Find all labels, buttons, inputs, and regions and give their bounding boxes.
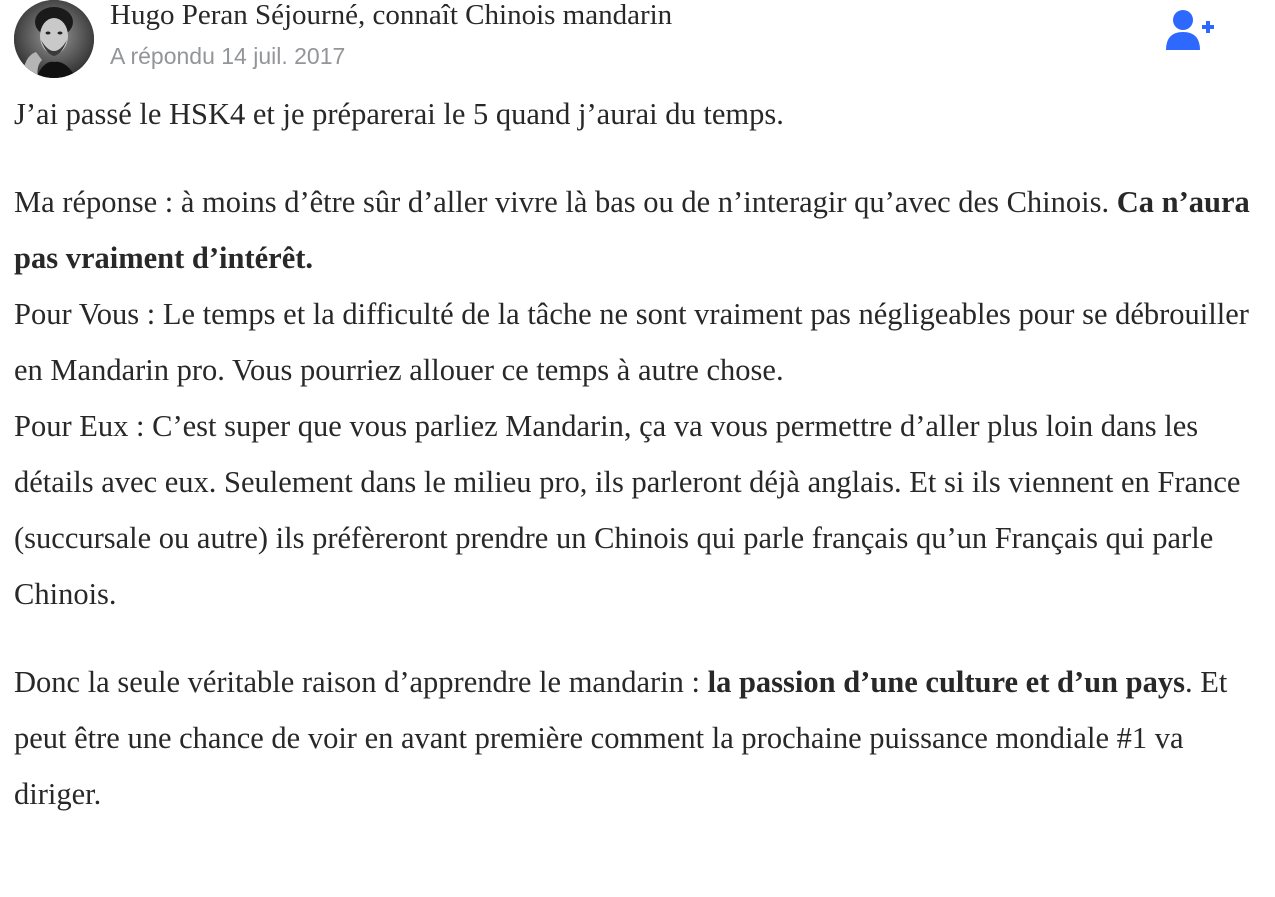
paragraph-pour-vous: Pour Vous : Le temps et la difficulté de la tâche ne sont vraiment pas négligeables pour se débrouiller en Mandarin pro. Vous pourriez allouer ce temps à autre chose. [14,297,1249,387]
paragraph-ma-reponse [14,174,1254,286]
author-credential[interactable]: Hugo Peran Séjourné, connaît Chinois mandarin [110,0,673,31]
user-plus-icon [1164,8,1218,54]
paragraph-conclusion [14,654,1254,822]
answer-body [14,86,1254,822]
ma-reponse-text: Ma réponse : à moins d’être sûr d’aller vivre là bas ou de n’interagir qu’avec des Chinois. [14,185,1117,219]
conclusion-bold: la passion d’une culture et d’un pays [707,665,1185,699]
answer-header [110,0,672,72]
conclusion-rest: . Et peut être une chance de voir en avant première comment la prochaine puissance mondiale #1 va diriger. [14,665,1228,811]
conclusion-text: Donc la seule véritable raison d’apprendre le mandarin : [14,665,708,699]
ma-reponse-bold: Ca n’aura pas vraiment d’intérêt. [14,185,1250,275]
paragraph-pour-eux: Pour Eux : C’est super que vous parliez Mandarin, ça va vous permettre d’aller plus loin dans les détails avec eux. Seulement dans le milieu pro, ils parleront déjà anglais. Et si ils viennent en France (succursale ou autre) ils préfèreront prendre un Chinois qui parle français qu’un Français qui parle Chinois. [14,409,1241,611]
paragraph-hsk: J’ai passé le HSK4 et je préparerai le 5 quand j’aurai du temps. [14,97,784,131]
follow-user-button[interactable] [1164,8,1218,54]
answer-date[interactable]: A répondu 14 juil. 2017 [110,43,346,69]
author-avatar[interactable] [14,0,94,78]
paragraph-spacer [14,142,1254,174]
paragraph-spacer [14,622,1254,654]
